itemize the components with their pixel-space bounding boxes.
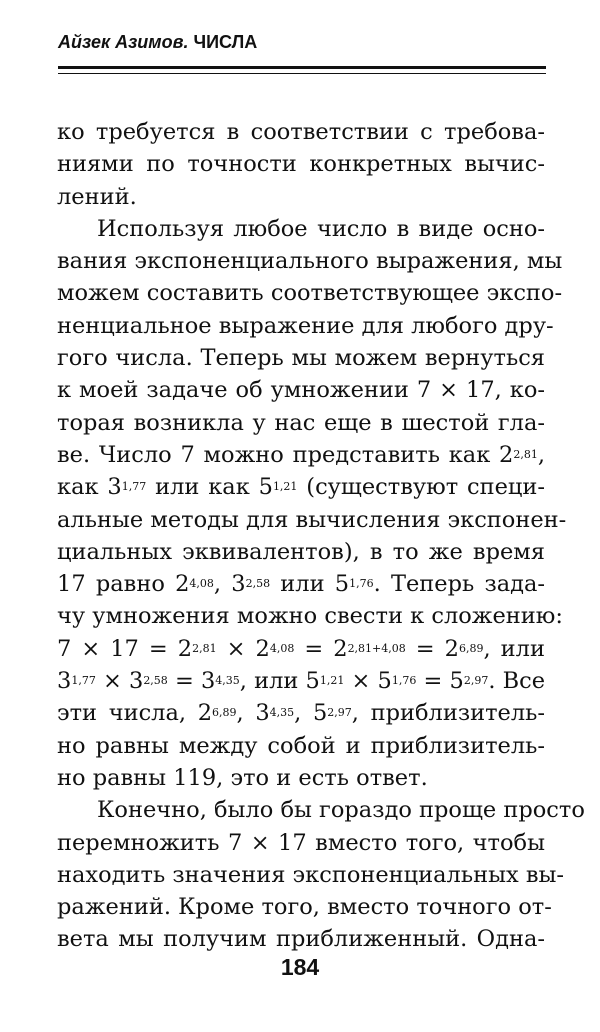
text-line bbox=[57, 633, 545, 665]
exponent: 4,35 bbox=[269, 706, 295, 720]
text-run: , или 5 bbox=[239, 668, 320, 695]
header-rule-thick bbox=[58, 66, 546, 69]
text-line: чу умножения можно свести к сложению: bbox=[57, 603, 563, 630]
exponent: 2,81 bbox=[192, 641, 217, 655]
exponent: 1,77 bbox=[121, 480, 147, 494]
text-run: или как 5 bbox=[146, 474, 273, 501]
text-line: но равны между собой и приблизитель- bbox=[57, 732, 545, 759]
text-run: как 3 bbox=[57, 474, 122, 501]
text-line bbox=[57, 568, 545, 600]
header-book-title: ЧИСЛА bbox=[193, 32, 258, 52]
text-line: перемножить 7 × 17 вместо того, чтобы bbox=[57, 829, 545, 856]
text-run: , приблизитель- bbox=[351, 700, 546, 727]
text-line: к моей задаче об умножении 7 × 17, ко- bbox=[57, 377, 545, 404]
exponent: 2,58 bbox=[143, 674, 168, 688]
text-run: × 5 bbox=[344, 668, 392, 695]
exponent: 2,81 bbox=[513, 447, 538, 461]
header-author: Айзек Азимов. bbox=[58, 32, 189, 52]
exponent: 4,35 bbox=[215, 674, 240, 688]
exponent: 1,21 bbox=[272, 480, 298, 494]
text-line: можем составить соответствующее экспо- bbox=[57, 280, 563, 307]
text-line bbox=[57, 471, 545, 503]
text-run: 3 bbox=[57, 668, 72, 695]
text-run: эти числа, 2 bbox=[57, 700, 213, 727]
text-line: вета мы получим приближенный. Одна- bbox=[57, 926, 545, 953]
text-line: ко требуется в соответствии с требова- bbox=[57, 119, 545, 145]
text-run: , bbox=[537, 441, 545, 468]
text-line: ражений. Кроме того, вместо точного от- bbox=[57, 894, 552, 921]
text-run: , 5 bbox=[294, 700, 328, 727]
text-run: = 5 bbox=[416, 668, 464, 695]
exponent: 2,97 bbox=[327, 706, 352, 720]
exponent: 2,58 bbox=[245, 577, 271, 591]
text-line: торая возникла у нас еще в шестой гла- bbox=[57, 409, 545, 436]
text-line: ненциальное выражение для любого дру- bbox=[57, 312, 554, 339]
text-run: (существуют специ- bbox=[297, 474, 545, 501]
text-line: циальных эквивалентов), в то же время bbox=[57, 538, 545, 565]
text-line: лений. bbox=[57, 183, 137, 210]
exponent: 2,97 bbox=[463, 674, 489, 688]
text-run: = 3 bbox=[167, 668, 216, 695]
page-number: 184 bbox=[280, 954, 320, 980]
text-line: альные методы для вычисления экспонен- bbox=[57, 506, 567, 533]
text-run: . Все bbox=[488, 668, 546, 695]
body-text bbox=[57, 116, 585, 956]
text-line bbox=[57, 439, 545, 471]
text-line: Конечно, было бы гораздо проще просто bbox=[97, 797, 585, 824]
text-line: вания экспоненциального выражения, мы bbox=[57, 248, 563, 275]
exponent: 1,76 bbox=[391, 674, 417, 688]
text-line bbox=[57, 665, 545, 697]
exponent: 6,89 bbox=[212, 706, 237, 720]
text-line: находить значения экспоненциальных вы- bbox=[57, 861, 565, 888]
text-run: = 2 bbox=[405, 635, 459, 662]
exponent: 2,81+4,08 bbox=[347, 641, 406, 655]
exponent: 1,77 bbox=[71, 674, 96, 688]
text-line bbox=[57, 697, 545, 729]
exponent: 4,08 bbox=[189, 577, 214, 591]
text-run: 17 равно 2 bbox=[57, 571, 190, 598]
text-line: гого числа. Теперь мы можем вернуться bbox=[57, 345, 545, 372]
text-run: × 2 bbox=[216, 635, 270, 662]
text-line: Используя любое число в виде осно- bbox=[97, 215, 545, 242]
text-run: , или bbox=[483, 635, 545, 662]
text-run: , 3 bbox=[236, 700, 270, 727]
text-run: 7 × 17 = 2 bbox=[57, 635, 193, 662]
exponent: 1,76 bbox=[349, 577, 374, 591]
exponent: 4,08 bbox=[269, 641, 295, 655]
exponent: 1,21 bbox=[319, 674, 345, 688]
text-line: ниями по точности конкретных вычис- bbox=[57, 151, 545, 178]
text-run: = 2 bbox=[294, 635, 348, 662]
running-header bbox=[58, 30, 257, 54]
text-line: но равны 119, это и есть ответ. bbox=[57, 764, 428, 791]
text-run: . Теперь зада- bbox=[373, 571, 546, 598]
exponent: 6,89 bbox=[459, 641, 484, 655]
text-run: или 5 bbox=[270, 571, 350, 598]
text-run: ве. Число 7 можно представить как 2 bbox=[57, 441, 514, 468]
text-run: , 3 bbox=[213, 571, 246, 598]
header-rule-thin bbox=[58, 73, 546, 74]
text-run: × 3 bbox=[95, 668, 144, 695]
